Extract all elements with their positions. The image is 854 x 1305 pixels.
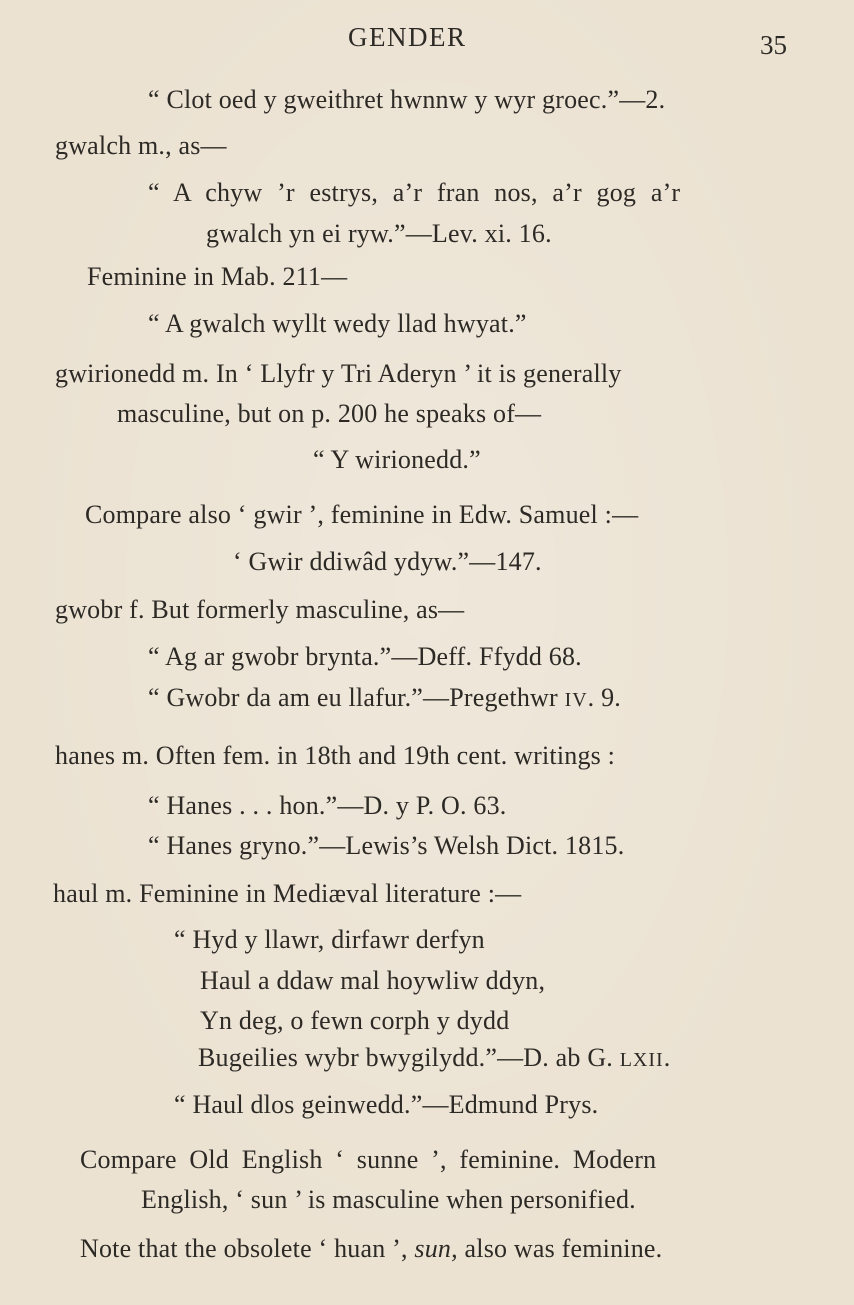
verse-line-4-text: Bugeilies wybr bwygilydd.”—D. ab G.	[198, 1043, 620, 1072]
entry-gwirionedd: gwirionedd m. In ‘ Llyfr y Tri Aderyn ’ it is generally	[55, 359, 622, 388]
entry-haul: haul m. Feminine in Mediæval literature :—	[53, 879, 522, 908]
verse-line-4-end: .	[663, 1043, 671, 1072]
verse-line-1: “ Hyd y llawr, dirfawr derfyn	[174, 925, 485, 954]
note-huan	[80, 1233, 662, 1265]
quote-gwobr-da-ref: . 9.	[587, 683, 621, 712]
small-caps-lxii: LXII	[619, 1049, 664, 1071]
running-head-title: GENDER	[348, 22, 467, 52]
quote-gwobr-da-text: “ Gwobr da am eu llafur.”—Pregethwr	[148, 683, 565, 712]
entry-hanes: hanes m. Often fem. in 18th and 19th cent. writings :	[55, 741, 616, 770]
note-huan-sun: sun,	[414, 1234, 458, 1263]
verse-line-4	[198, 1042, 670, 1076]
quote-hanes-hon: “ Hanes . . . hon.”—D. y P. O. 63.	[148, 791, 507, 820]
quote-wirionedd: “ Y wirionedd.”	[313, 445, 481, 474]
quote-hanes-gryno: “ Hanes gryno.”—Lewis’s Welsh Dict. 1815.	[148, 831, 625, 860]
entry-gwirionedd-cont: masculine, but on p. 200 he speaks of—	[117, 399, 542, 428]
note-compare-sunne: Compare Old English ‘ sunne ’, feminine. Modern	[80, 1145, 657, 1174]
note-compare-sunne-cont: English, ‘ sun ’ is masculine when personified.	[141, 1185, 636, 1214]
quote-haul-dlos: “ Haul dlos geinwedd.”—Edmund Prys.	[174, 1090, 599, 1119]
quote-gwir-ddiwad: ‘ Gwir ddiwâd ydyw.”—147.	[233, 547, 542, 576]
quote-gwalch-wyllt: “ A gwalch wyllt wedy llad hwyat.”	[148, 309, 527, 338]
note-huan-end: also was feminine.	[457, 1234, 663, 1263]
entry-gwalch: gwalch m., as—	[55, 131, 227, 160]
note-compare-gwir: Compare also ‘ gwir ’, feminine in Edw. Samuel :—	[85, 500, 639, 529]
quote-chyw-line1: “ A chyw ’r estrys, a’r fran nos, a’r gog a’r	[148, 178, 681, 207]
quote-gwobr-da	[148, 682, 621, 716]
quote-clot: “ Clot oed y gweithret hwnnw y wyr groec.”—2.	[148, 85, 666, 114]
small-caps-iv: IV	[564, 689, 588, 711]
page-number: 35	[760, 30, 787, 60]
note-huan-text: Note that the obsolete ‘ huan ’,	[80, 1234, 415, 1263]
note-feminine-mab: Feminine in Mab. 211—	[87, 262, 348, 291]
verse-line-2: Haul a ddaw mal hoywliw ddyn,	[200, 966, 546, 995]
verse-line-3: Yn deg, o fewn corph y dydd	[200, 1006, 510, 1035]
entry-gwobr: gwobr f. But formerly masculine, as—	[55, 595, 465, 624]
quote-ag-ar-gwobr: “ Ag ar gwobr brynta.”—Deff. Ffydd 68.	[148, 642, 582, 671]
quote-chyw-line2: gwalch yn ei ryw.”—Lev. xi. 16.	[206, 219, 552, 248]
